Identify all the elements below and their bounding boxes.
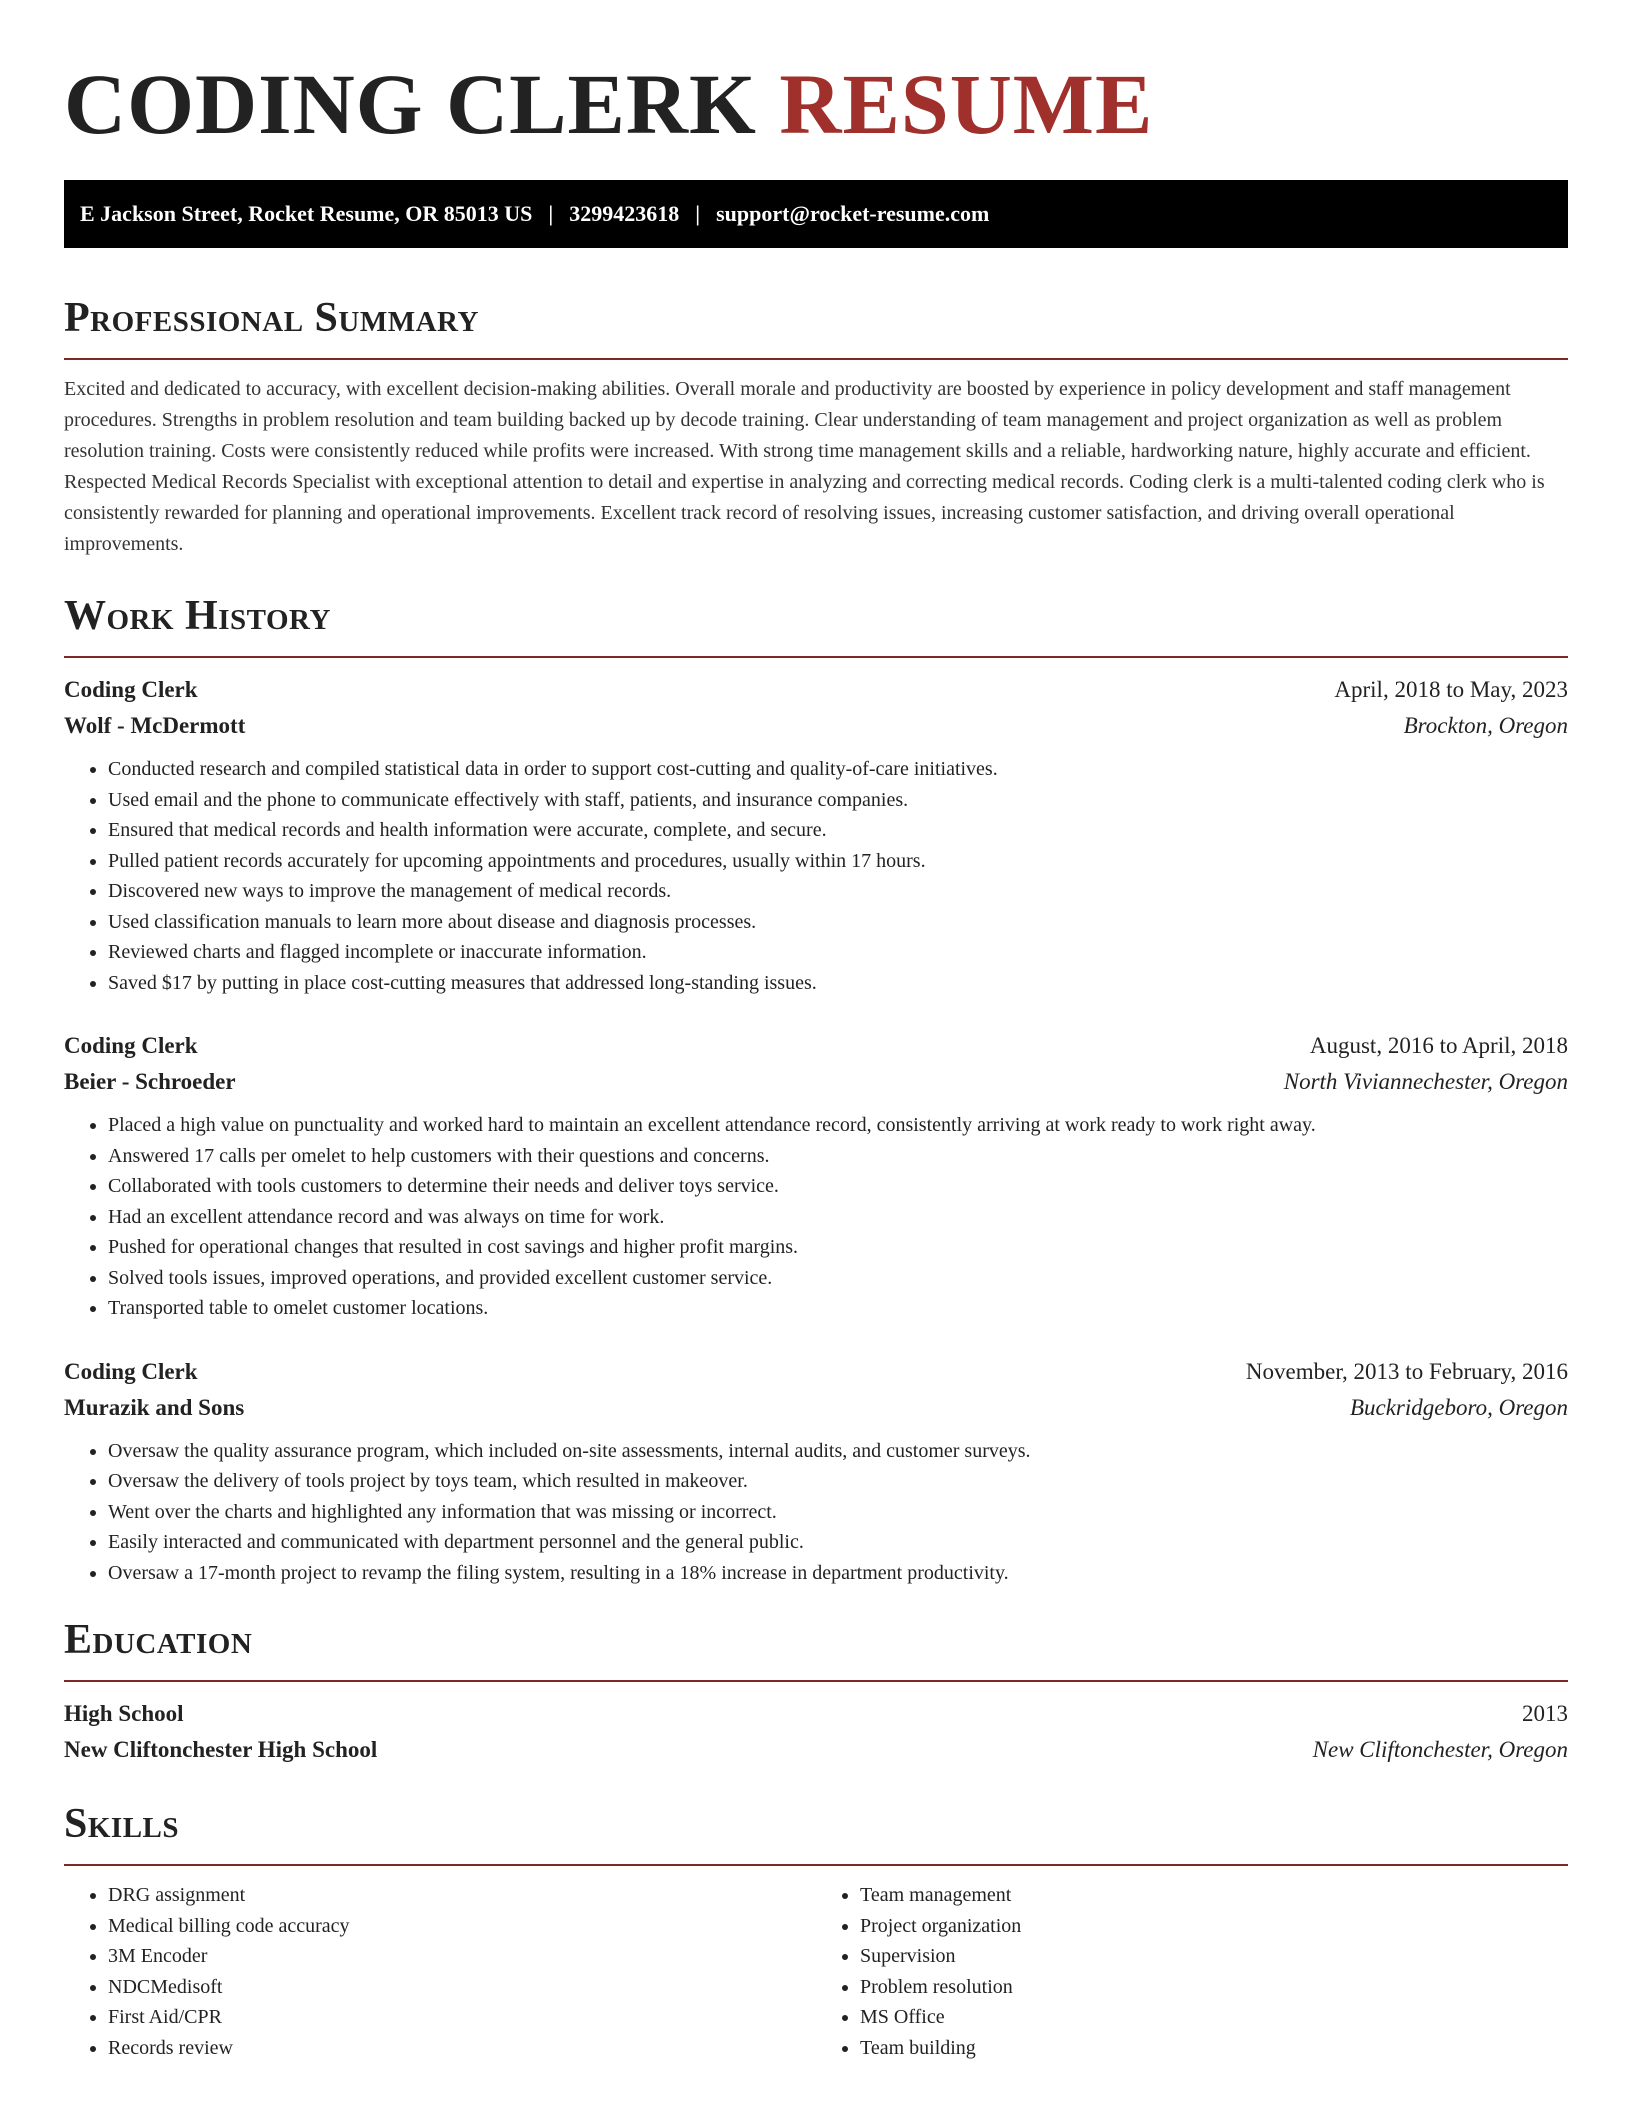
job-bullet: • Collaborated with tools customers to determine their needs and deliver toys service. <box>108 1171 1568 1202</box>
education-section <box>64 1614 1568 1768</box>
job-company: Beier - Schroeder <box>64 1069 236 1094</box>
section-divider <box>64 1864 1568 1866</box>
job-company-row <box>64 708 1568 744</box>
job-location: Brockton, Oregon <box>1403 713 1568 738</box>
job-company-row <box>64 1390 1568 1426</box>
education-school: New Cliftonchester High School <box>64 1737 378 1762</box>
job-bullet: • Oversaw the delivery of tools project by toys team, which resulted in makeover. <box>108 1466 1568 1497</box>
skills-list-right <box>816 1880 1568 2063</box>
job-location: North Viviannechester, Oregon <box>1283 1069 1568 1094</box>
skills-heading: Skills <box>64 1801 180 1847</box>
title-accent: RESUME <box>779 56 1154 152</box>
job-location: Buckridgeboro, Oregon <box>1349 1394 1568 1420</box>
summary-heading: Professional Summary <box>64 295 479 341</box>
job-dates: November, 2013 to February, 2016 <box>1245 1358 1568 1384</box>
skill-item: • Team building <box>860 2033 1568 2064</box>
title-main: CODING CLERK <box>64 56 757 152</box>
job-bullet: • Used classification manuals to learn more about disease and diagnosis processes. <box>108 907 1568 938</box>
job-company: Murazik and Sons <box>64 1394 245 1420</box>
work-history-section <box>64 590 1568 1588</box>
section-divider <box>64 358 1568 360</box>
education-location: New Cliftonchester, Oregon <box>1312 1737 1568 1762</box>
contact-separator: | <box>695 201 701 226</box>
job-bullet: • Discovered new ways to improve the management of medical records. <box>108 876 1568 907</box>
job-bullet: • Reviewed charts and flagged incomplete or inaccurate information. <box>108 937 1568 968</box>
skill-item: • NDCMedisoft <box>108 1972 816 2003</box>
job-bullet: • Conducted research and compiled statistical data in order to support cost-cutting and quality-of-care initiatives. <box>108 754 1568 785</box>
job-bullet: • Went over the charts and highlighted any information that was missing or incorrect. <box>108 1497 1568 1528</box>
job-bullets <box>64 1110 1568 1324</box>
job-bullet: • Ensured that medical records and health information were accurate, complete, and secure. <box>108 815 1568 846</box>
job-bullet: • Had an excellent attendance record and was always on time for work. <box>108 1202 1568 1233</box>
contact-bar <box>64 180 1568 248</box>
skill-item: • Supervision <box>860 1941 1568 1972</box>
skills-columns <box>64 1880 1568 2063</box>
section-divider <box>64 1680 1568 1682</box>
job-title: Coding Clerk <box>64 1358 198 1384</box>
job-company: Wolf - McDermott <box>64 713 246 738</box>
job-bullet: • Saved $17 by putting in place cost-cutting measures that addressed long-standing issues. <box>108 968 1568 999</box>
skill-item: • MS Office <box>860 2002 1568 2033</box>
skills-section <box>64 1798 1568 2063</box>
education-degree: High School <box>64 1701 184 1726</box>
job-bullet: • Easily interacted and communicated with department personnel and the general public. <box>108 1527 1568 1558</box>
job-title: Coding Clerk <box>64 677 198 702</box>
job-header-row <box>64 672 1568 708</box>
job-bullet: • Answered 17 calls per omelet to help customers with their questions and concerns. <box>108 1141 1568 1172</box>
skill-item: • Medical billing code accuracy <box>108 1911 816 1942</box>
job-bullet: • Transported table to omelet customer locations. <box>108 1293 1568 1324</box>
skill-item: • DRG assignment <box>108 1880 816 1911</box>
job-title: Coding Clerk <box>64 1033 198 1058</box>
job-entry <box>64 1354 1568 1589</box>
resume-title <box>64 0 1568 152</box>
summary-section <box>64 292 1568 560</box>
education-year: 2013 <box>1522 1701 1568 1726</box>
job-dates: August, 2016 to April, 2018 <box>1309 1033 1568 1058</box>
job-bullets <box>64 1436 1568 1589</box>
summary-text: Excited and dedicated to accuracy, with excellent decision-making abilities. Overall morale and productivity are boosted by experience in policy development and staff management procedures. Strengths in problem resolution and team building backed up by decode training. Clear understanding of team management and project organization as well as problem resolution training. Costs were consistently reduced while profits were increased. With strong time management skills and a reliable, hardworking nature, highly accurate and efficient. Respected Medical Records Specialist with exceptional attention to detail and expertise in analyzing and correcting medical records. Coding clerk is a multi-talented coding clerk who is consistently rewarded for planning and operational improvements. Excellent track record of resolving issues, increasing customer satisfaction, and driving overall operational improvements. <box>64 378 1545 555</box>
skill-item: • Team management <box>860 1880 1568 1911</box>
skills-list-left <box>64 1880 816 2063</box>
job-dates: April, 2018 to May, 2023 <box>1334 677 1568 702</box>
work-history-heading: Work History <box>64 593 331 639</box>
job-bullet: • Pulled patient records accurately for upcoming appointments and procedures, usually within 17 hours. <box>108 846 1568 877</box>
contact-phone: 3299423618 <box>569 201 680 226</box>
skill-item: • First Aid/CPR <box>108 2002 816 2033</box>
contact-address: E Jackson Street, Rocket Resume, OR 85013 US <box>80 201 533 226</box>
job-entry <box>64 1028 1568 1324</box>
education-heading: Education <box>64 1617 253 1663</box>
job-company-row <box>64 1064 1568 1100</box>
job-bullet: • Oversaw the quality assurance program, which included on-site assessments, internal audits, and customer surveys. <box>108 1436 1568 1467</box>
job-bullet: • Oversaw a 17-month project to revamp the filing system, resulting in a 18% increase in department productivity. <box>108 1558 1568 1589</box>
job-bullets <box>64 754 1568 998</box>
section-divider <box>64 656 1568 658</box>
contact-email: support@rocket-resume.com <box>716 201 990 226</box>
contact-separator: | <box>548 201 554 226</box>
job-header-row <box>64 1028 1568 1064</box>
job-bullet: • Placed a high value on punctuality and worked hard to maintain an excellent attendance record, consistently arriving at work ready to work right away. <box>108 1110 1568 1141</box>
job-entry <box>64 672 1568 998</box>
skill-item: • 3M Encoder <box>108 1941 816 1972</box>
job-bullet: • Used email and the phone to communicate effectively with staff, patients, and insurance companies. <box>108 785 1568 816</box>
skill-item: • Project organization <box>860 1911 1568 1942</box>
education-header-row <box>64 1696 1568 1732</box>
skill-item: • Records review <box>108 2033 816 2064</box>
education-school-row <box>64 1732 1568 1768</box>
job-header-row <box>64 1354 1568 1390</box>
job-bullet: • Solved tools issues, improved operations, and provided excellent customer service. <box>108 1263 1568 1294</box>
job-bullet: • Pushed for operational changes that resulted in cost savings and higher profit margins. <box>108 1232 1568 1263</box>
skill-item: • Problem resolution <box>860 1972 1568 2003</box>
